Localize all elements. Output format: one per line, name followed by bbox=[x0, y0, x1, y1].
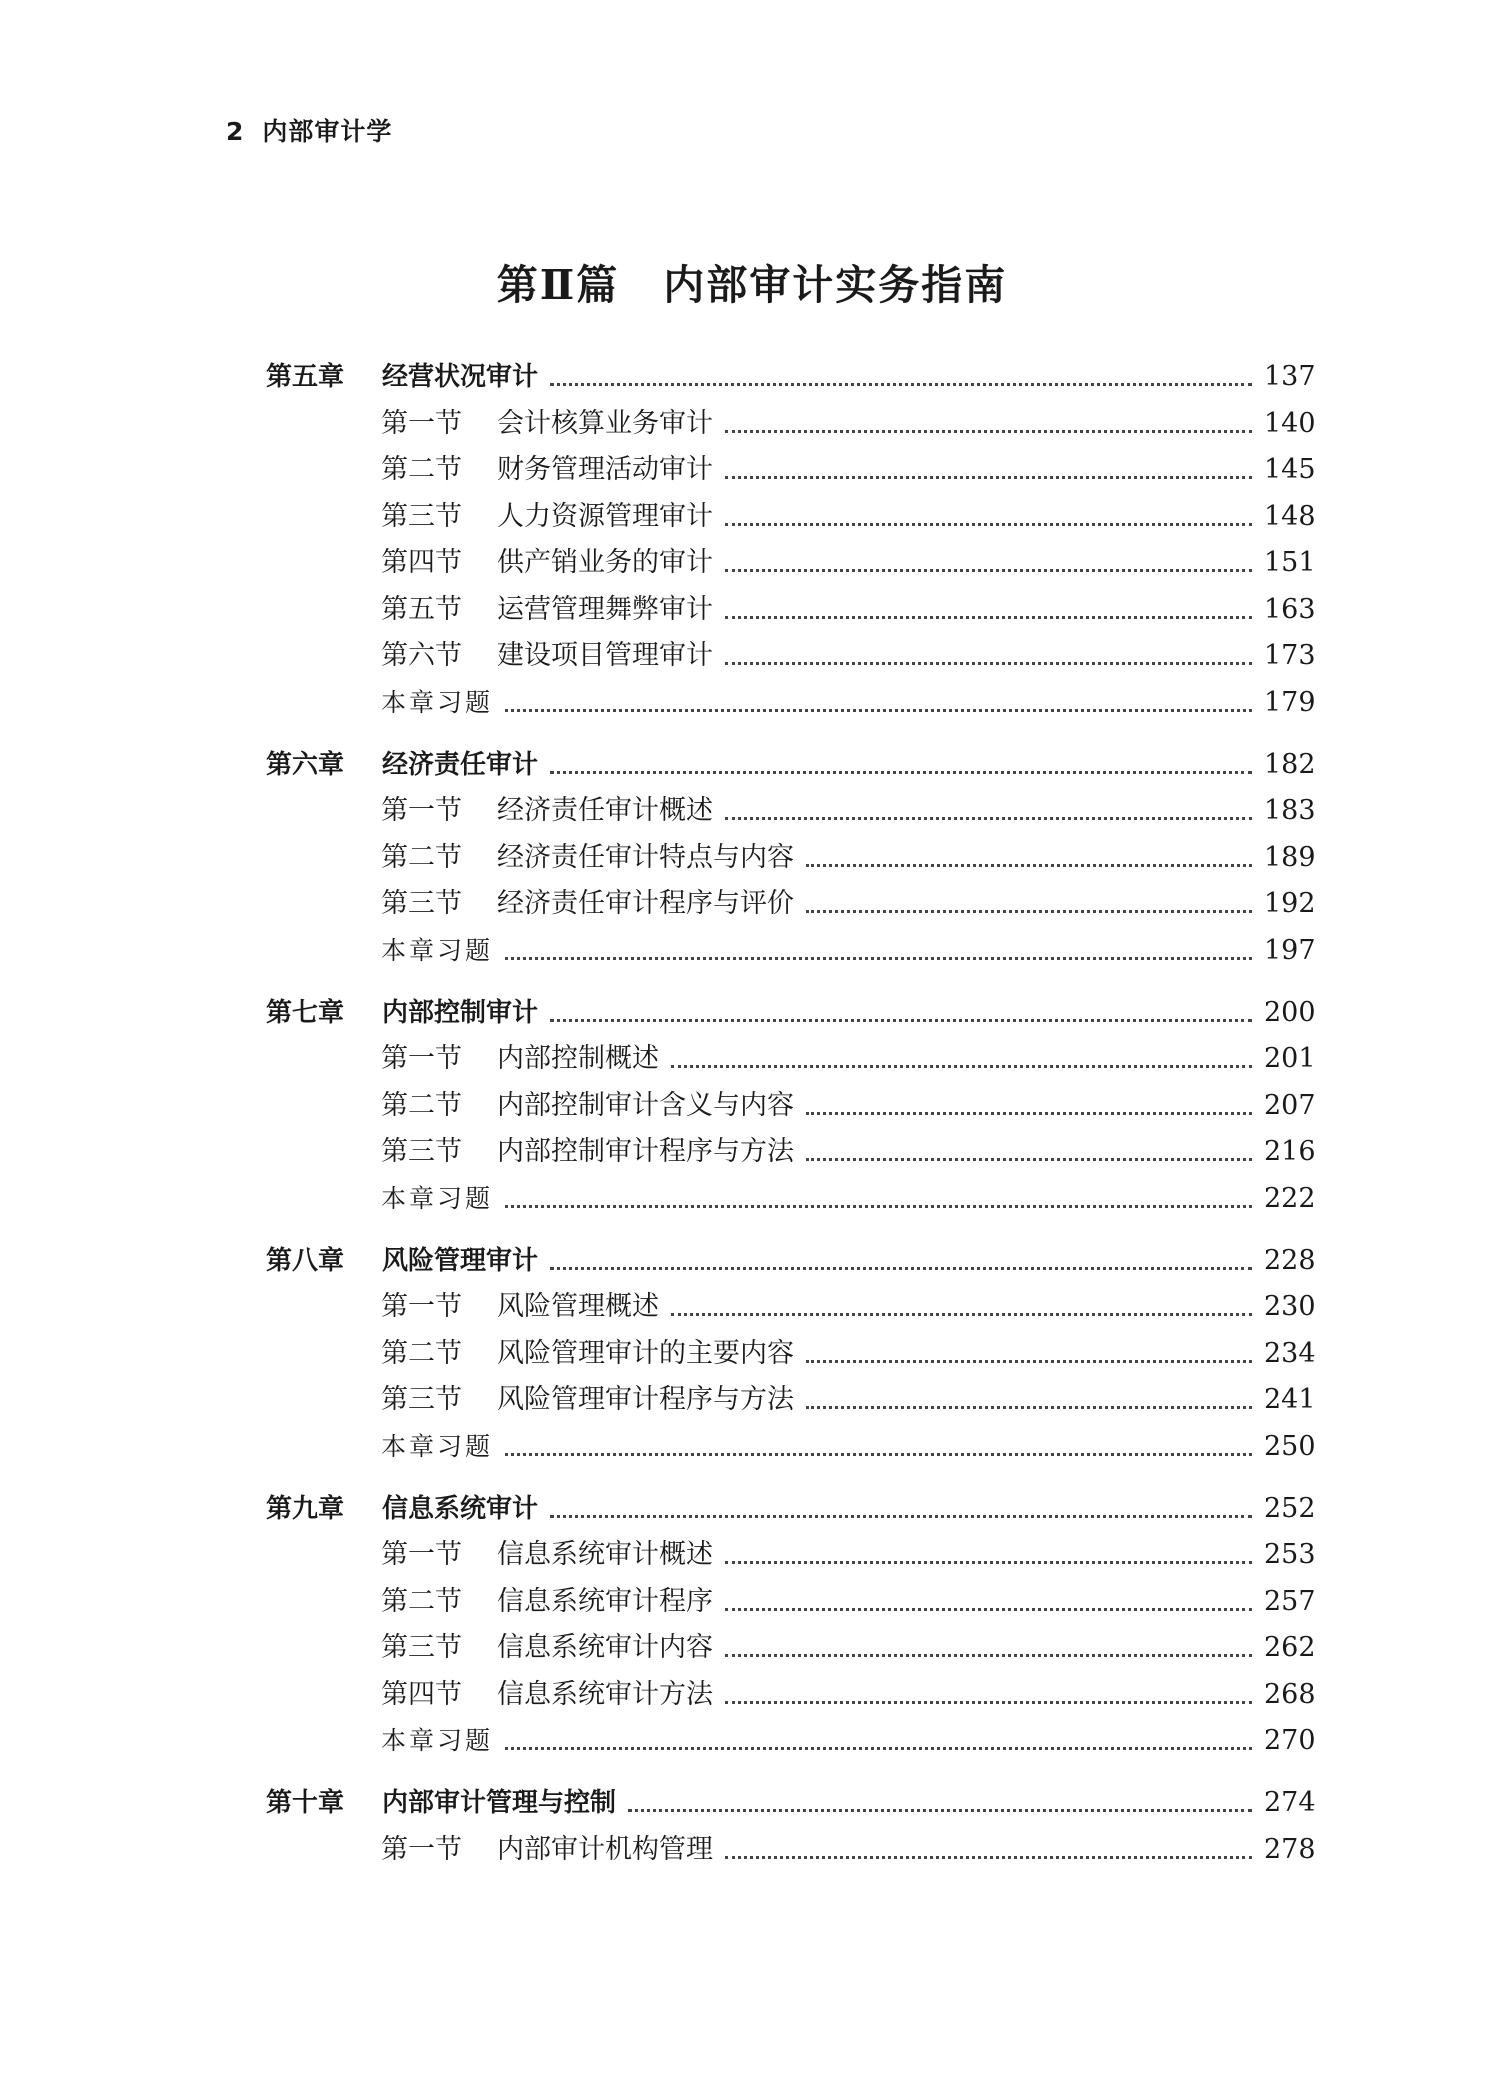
toc-entry-number: 第五章 bbox=[266, 362, 345, 392]
toc-entry-title: 风险管理概述 bbox=[497, 1291, 659, 1322]
toc-entry-section bbox=[381, 1283, 1316, 1323]
toc-entry-chapter bbox=[266, 353, 1316, 393]
toc-entry-title: 本章习题 bbox=[381, 1432, 494, 1461]
toc-entry-number: 第三节 bbox=[381, 1384, 462, 1415]
toc-entry-number: 第四节 bbox=[381, 547, 462, 578]
toc-entry-page: 200 bbox=[1264, 997, 1316, 1028]
toc-entry-number: 第二节 bbox=[381, 842, 462, 873]
toc-entry-page: 252 bbox=[1264, 1493, 1316, 1524]
toc-entry-page: 228 bbox=[1264, 1245, 1316, 1276]
dot-leader bbox=[725, 430, 1252, 433]
toc-entry-title: 内部控制概述 bbox=[497, 1043, 659, 1074]
dot-leader bbox=[725, 476, 1252, 479]
toc-entry-page: 145 bbox=[1264, 454, 1316, 485]
toc-entry-page: 201 bbox=[1264, 1043, 1316, 1074]
toc-entry-section bbox=[381, 834, 1316, 874]
toc-entry-number: 第九章 bbox=[266, 1494, 345, 1524]
toc-entry-page: 183 bbox=[1264, 795, 1316, 826]
toc-entry-section bbox=[381, 1624, 1316, 1664]
toc-entry-section bbox=[381, 586, 1316, 626]
toc-entry-section bbox=[381, 1826, 1316, 1866]
dot-leader bbox=[806, 1406, 1252, 1409]
toc-entry-page: 222 bbox=[1264, 1183, 1316, 1214]
toc-entry-page: 216 bbox=[1264, 1136, 1316, 1167]
dot-leader bbox=[725, 1561, 1252, 1564]
toc-entry-title: 经济责任审计 bbox=[382, 750, 539, 780]
dot-leader bbox=[725, 1701, 1252, 1704]
toc-entry-number: 第一节 bbox=[381, 1834, 462, 1865]
toc-entry-section bbox=[381, 493, 1316, 533]
toc-entry-page: 270 bbox=[1264, 1725, 1316, 1756]
dot-leader bbox=[806, 1112, 1252, 1115]
toc-entry-page: 241 bbox=[1264, 1384, 1316, 1415]
toc-entry-page: 274 bbox=[1264, 1787, 1316, 1818]
toc-entry-title: 财务管理活动审计 bbox=[497, 454, 713, 485]
toc-entry-page: 268 bbox=[1264, 1679, 1316, 1710]
toc-entry-number: 第四节 bbox=[381, 1679, 462, 1710]
toc-entry-number: 第二节 bbox=[381, 1338, 462, 1369]
toc-entry-title: 内部控制审计 bbox=[382, 998, 539, 1028]
toc-entry-page: 278 bbox=[1264, 1834, 1316, 1865]
toc-entry-title: 会计核算业务审计 bbox=[497, 408, 713, 439]
dot-leader bbox=[550, 383, 1252, 386]
dot-leader bbox=[725, 523, 1252, 526]
dot-leader bbox=[806, 864, 1252, 867]
toc-entry-chapter bbox=[266, 989, 1316, 1029]
dot-leader bbox=[671, 1065, 1252, 1068]
toc-entry-title: 内部审计机构管理 bbox=[497, 1834, 713, 1865]
dot-leader bbox=[725, 616, 1252, 619]
dot-leader bbox=[806, 1158, 1252, 1161]
toc-entry-section bbox=[381, 1531, 1316, 1571]
toc-entry-page: 189 bbox=[1264, 842, 1316, 873]
dot-leader bbox=[505, 1453, 1252, 1456]
toc-entry-number: 第八章 bbox=[266, 1246, 345, 1276]
toc-entry-page: 234 bbox=[1264, 1338, 1316, 1369]
toc-entry-page: 182 bbox=[1264, 749, 1316, 780]
toc-entry-number: 第二节 bbox=[381, 1090, 462, 1121]
dot-leader bbox=[725, 1654, 1252, 1657]
toc-entry-section bbox=[381, 880, 1316, 920]
toc-entry-page: 253 bbox=[1264, 1539, 1316, 1570]
dot-leader bbox=[725, 1856, 1252, 1859]
toc-entry-number: 第六节 bbox=[381, 640, 462, 671]
dot-leader bbox=[725, 817, 1252, 820]
toc-entry-number: 第一节 bbox=[381, 1291, 462, 1322]
toc-entry-exercise bbox=[381, 927, 1316, 967]
dot-leader bbox=[725, 1608, 1252, 1611]
toc-entry-title: 经济责任审计特点与内容 bbox=[497, 842, 794, 873]
toc-entry-number: 第二节 bbox=[381, 1586, 462, 1617]
page-number: 2 bbox=[226, 117, 245, 146]
toc-entry-section bbox=[381, 1082, 1316, 1122]
dot-leader bbox=[671, 1313, 1252, 1316]
toc-entry-section bbox=[381, 1376, 1316, 1416]
toc-entry-page: 163 bbox=[1264, 594, 1316, 625]
toc-entry-title: 信息系统审计程序 bbox=[497, 1586, 713, 1617]
toc-entry-section bbox=[381, 1035, 1316, 1075]
toc-entry-title: 风险管理审计的主要内容 bbox=[497, 1338, 794, 1369]
toc-entry-number: 第一节 bbox=[381, 1043, 462, 1074]
toc-entry-number: 第七章 bbox=[266, 998, 345, 1028]
toc-entry-title: 信息系统审计概述 bbox=[497, 1539, 713, 1570]
toc-entry-title: 本章习题 bbox=[381, 688, 494, 717]
toc-entry-number: 第二节 bbox=[381, 454, 462, 485]
part-label: 第Ⅱ篇 bbox=[496, 261, 620, 309]
dot-leader bbox=[505, 957, 1252, 960]
toc-entry-title: 经济责任审计概述 bbox=[497, 795, 713, 826]
toc-entry-page: 192 bbox=[1264, 888, 1316, 919]
toc-entry-title: 供产销业务的审计 bbox=[497, 547, 713, 578]
dot-leader bbox=[806, 910, 1252, 913]
toc-entry-title: 内部审计管理与控制 bbox=[382, 1788, 617, 1818]
toc-entry-section bbox=[381, 539, 1316, 579]
dot-leader bbox=[725, 662, 1252, 665]
toc-entry-exercise bbox=[381, 1175, 1316, 1215]
toc-entry-title: 本章习题 bbox=[381, 1184, 494, 1213]
dot-leader bbox=[806, 1360, 1252, 1363]
toc-entry-number: 第五节 bbox=[381, 594, 462, 625]
toc-entry-section bbox=[381, 632, 1316, 672]
toc-entry-title: 本章习题 bbox=[381, 936, 494, 965]
toc-entry-section bbox=[381, 787, 1316, 827]
dot-leader bbox=[550, 1019, 1252, 1022]
toc-entry-page: 140 bbox=[1264, 408, 1316, 439]
toc-entry-page: 250 bbox=[1264, 1431, 1316, 1462]
toc-entry-number: 第三节 bbox=[381, 1136, 462, 1167]
toc-entry-title: 内部控制审计含义与内容 bbox=[497, 1090, 794, 1121]
toc-entry-title: 信息系统审计内容 bbox=[497, 1632, 713, 1663]
toc-entry-number: 第一节 bbox=[381, 795, 462, 826]
part-title-text: 内部审计实务指南 bbox=[663, 261, 1008, 309]
toc-entry-page: 148 bbox=[1264, 501, 1316, 532]
toc-entry-page: 262 bbox=[1264, 1632, 1316, 1663]
dot-leader bbox=[505, 709, 1252, 712]
toc-entry-exercise bbox=[381, 679, 1316, 719]
dot-leader bbox=[550, 1267, 1252, 1270]
toc-entry-number: 第三节 bbox=[381, 1632, 462, 1663]
toc-entry-title: 人力资源管理审计 bbox=[497, 501, 713, 532]
toc-entry-exercise bbox=[381, 1717, 1316, 1757]
book-title: 内部审计学 bbox=[262, 117, 393, 146]
toc-entry-page: 137 bbox=[1264, 361, 1316, 392]
toc-entry-title: 风险管理审计 bbox=[382, 1246, 539, 1276]
toc-entry-page: 179 bbox=[1264, 687, 1316, 718]
toc-entry-page: 257 bbox=[1264, 1586, 1316, 1617]
toc-entry-chapter bbox=[266, 741, 1316, 781]
toc-entry-chapter bbox=[266, 1779, 1316, 1819]
toc-entry-number: 第三节 bbox=[381, 888, 462, 919]
dot-leader bbox=[505, 1747, 1252, 1750]
toc-entry-page: 207 bbox=[1264, 1090, 1316, 1121]
dot-leader bbox=[725, 569, 1252, 572]
toc-entry-title: 信息系统审计 bbox=[382, 1494, 539, 1524]
toc-entry-title: 经济责任审计程序与评价 bbox=[497, 888, 794, 919]
toc-entry-title: 建设项目管理审计 bbox=[497, 640, 713, 671]
toc-entry-number: 第一节 bbox=[381, 1539, 462, 1570]
dot-leader bbox=[550, 771, 1252, 774]
dot-leader bbox=[550, 1515, 1252, 1518]
toc-entry-section bbox=[381, 1671, 1316, 1711]
toc-entry-chapter bbox=[266, 1485, 1316, 1525]
toc-entry-title: 运营管理舞弊审计 bbox=[497, 594, 713, 625]
toc-entry-exercise bbox=[381, 1423, 1316, 1463]
toc-entry-section bbox=[381, 446, 1316, 486]
toc-entry-chapter bbox=[266, 1237, 1316, 1277]
toc-entry-title: 经营状况审计 bbox=[382, 362, 539, 392]
toc-entry-page: 173 bbox=[1264, 640, 1316, 671]
toc-entry-number: 第六章 bbox=[266, 750, 345, 780]
toc-entry-title: 信息系统审计方法 bbox=[497, 1679, 713, 1710]
toc-entry-page: 197 bbox=[1264, 935, 1316, 966]
dot-leader bbox=[505, 1205, 1252, 1208]
toc-entry-section bbox=[381, 1128, 1316, 1168]
toc-entry-title: 风险管理审计程序与方法 bbox=[497, 1384, 794, 1415]
toc-entry-number: 第三节 bbox=[381, 501, 462, 532]
toc-entry-section bbox=[381, 1330, 1316, 1370]
toc-entry-title: 本章习题 bbox=[381, 1726, 494, 1755]
toc-entry-number: 第十章 bbox=[266, 1788, 345, 1818]
toc-entry-section bbox=[381, 1578, 1316, 1618]
dot-leader bbox=[628, 1809, 1252, 1812]
toc-entry-number: 第一节 bbox=[381, 408, 462, 439]
toc-entry-title: 内部控制审计程序与方法 bbox=[497, 1136, 794, 1167]
toc-entry-page: 230 bbox=[1264, 1291, 1316, 1322]
toc-entry-section bbox=[381, 400, 1316, 440]
toc-entry-page: 151 bbox=[1264, 547, 1316, 578]
